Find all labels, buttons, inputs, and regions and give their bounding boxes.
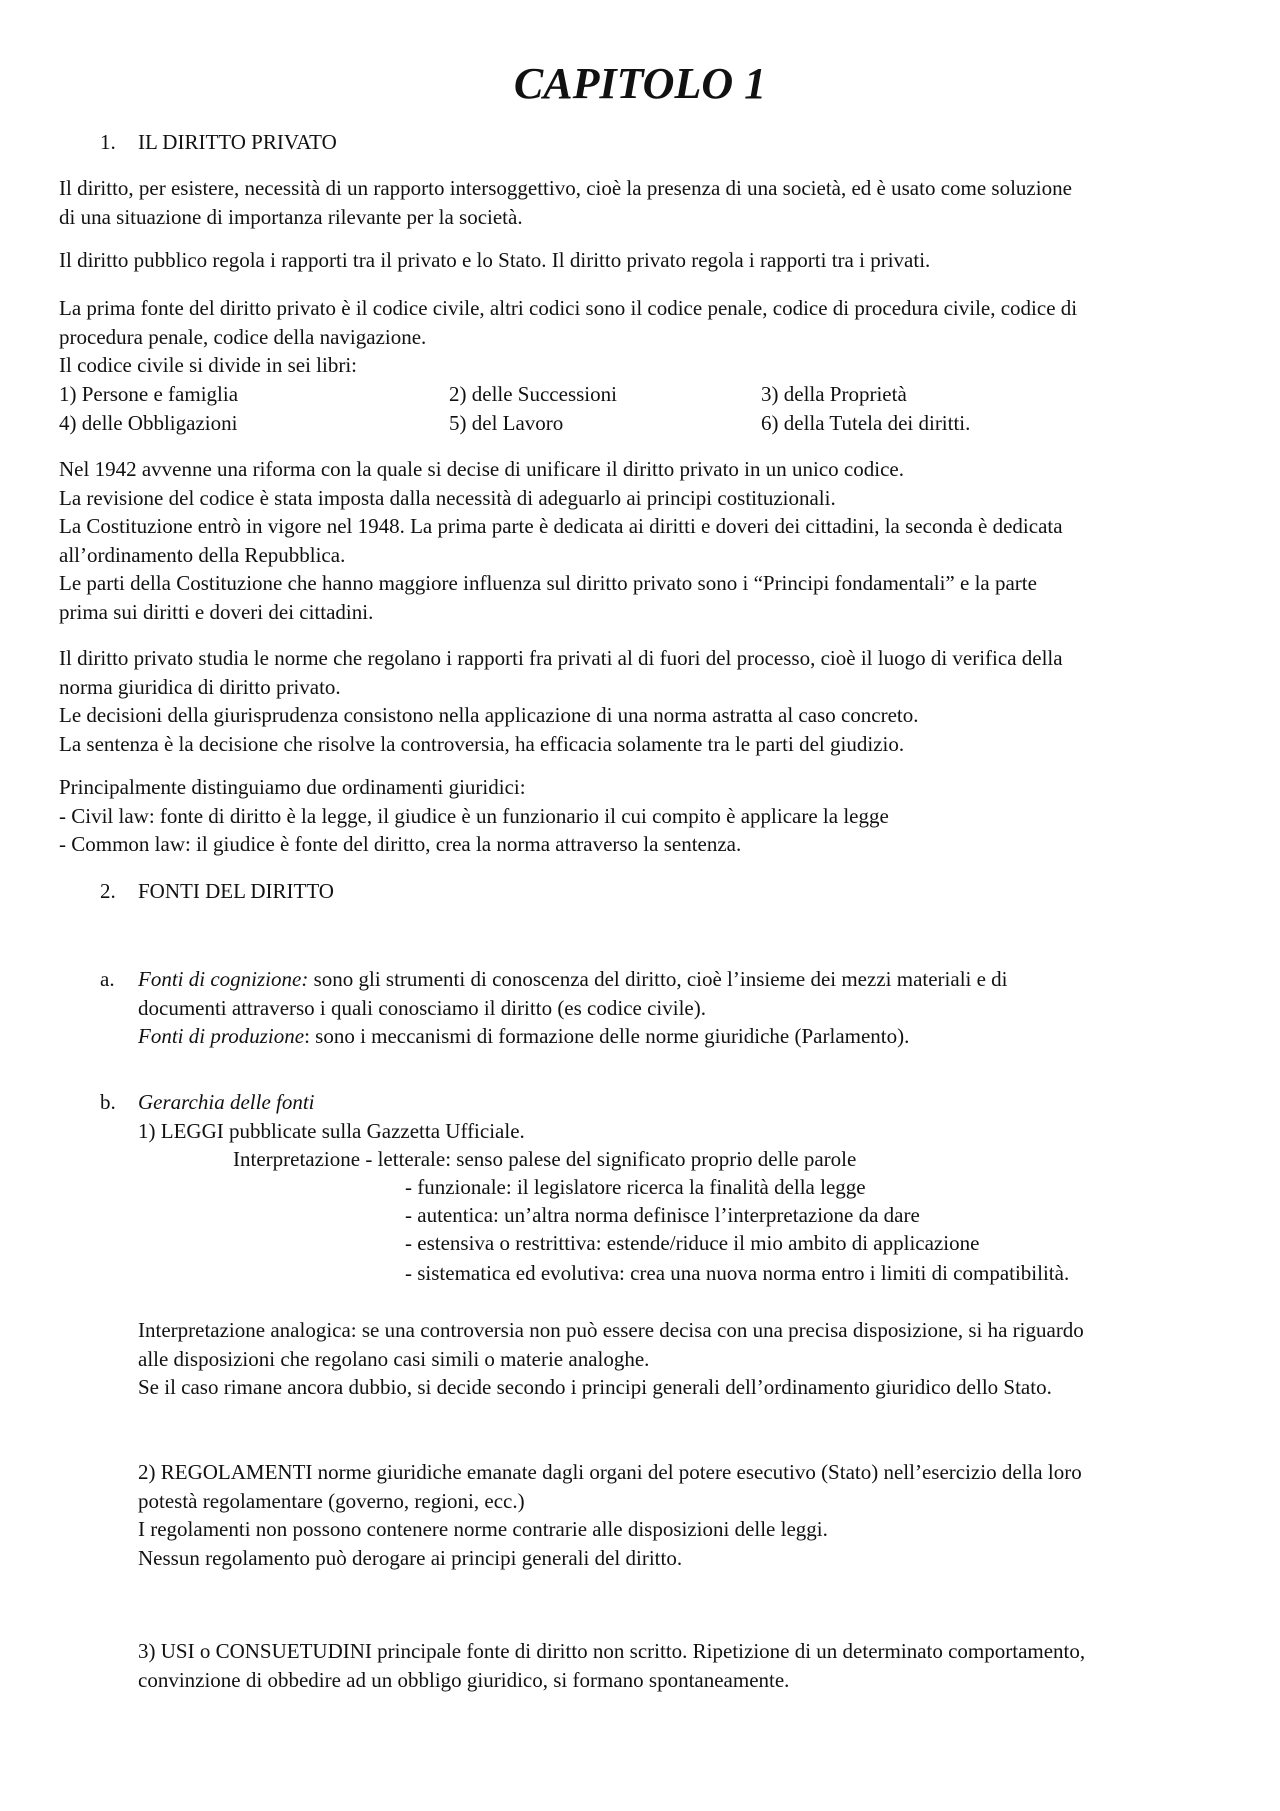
subsection-letter: b. <box>100 1090 116 1114</box>
subsection-a <box>100 965 1220 1051</box>
books-list <box>59 380 1059 437</box>
section-label: IL DIRITTO PRIVATO <box>138 130 337 154</box>
book-item: 3) della Proprietà <box>761 382 907 406</box>
text-line: La revisione del codice è stata imposta dalla necessità di adeguarlo ai principi costituzionali. <box>59 485 836 510</box>
book-item: 6) della Tutela dei diritti. <box>761 410 971 435</box>
subsection-b <box>100 1088 1220 1145</box>
text-line: La sentenza è la decisione che risolve la controversia, ha efficacia solamente tra le parti del giudizio. <box>59 731 905 756</box>
text-line <box>138 1022 1220 1051</box>
text-line: 2) REGOLAMENTI norme giuridiche emanate dagli organi del potere esecutivo (Stato) nell’esercizio della loro <box>138 1460 1082 1484</box>
section-heading-1 <box>100 128 337 157</box>
interpretazione-item: - autentica: un’altra norma definisce l’interpretazione da dare <box>405 1203 920 1227</box>
text-line: di una situazione di importanza rilevante per la società. <box>59 204 523 229</box>
subsection-heading: Gerarchia delle fonti <box>138 1090 315 1114</box>
text-line: La Costituzione entrò in vigore nel 1948. La prima parte è dedicata ai diritti e doveri dei cittadini, la seconda è dedicata <box>59 514 1063 538</box>
text-line <box>138 965 1220 994</box>
text-line: - Common law: il giudice è fonte del diritto, crea la norma attraverso la sentenza. <box>59 832 742 856</box>
text-line <box>138 1088 1220 1117</box>
section-number: 1. <box>100 130 116 154</box>
text-line: procedura penale, codice della navigazione. <box>59 324 427 349</box>
text-line: I regolamenti non possono contenere norme contrarie alle disposizioni delle leggi. <box>138 1517 828 1541</box>
text-line: La prima fonte del diritto privato è il codice civile, altri codici sono il codice penale, codice di procedura civile, codice di <box>59 296 1078 320</box>
definition-text: : sono i meccanismi di formazione delle norme giuridiche (Parlamento). <box>304 1024 910 1048</box>
text-line: Il diritto privato studia le norme che regolano i rapporti fra privati al di fuori del processo, cioè il luogo di verifica della <box>59 646 1063 670</box>
paragraph-intro <box>59 174 1239 231</box>
definition-text: sono gli strumenti di conoscenza del diritto, cioè l’insieme dei mezzi materiali e di <box>308 967 1008 991</box>
text-line: - Civil law: fonte di diritto è la legge, il giudice è un funzionario il cui compito è applicare la legge <box>59 803 889 828</box>
section-number: 2. <box>100 879 116 903</box>
book-item: 1) Persone e famiglia <box>59 382 239 406</box>
book-item: 2) delle Successioni <box>449 382 617 406</box>
text-line: 1) LEGGI pubblicate sulla Gazzetta Ufficiale. <box>138 1118 525 1143</box>
term-fonti-cognizione: Fonti di cognizione: <box>138 967 309 991</box>
text-line: Il diritto, per esistere, necessità di un rapporto intersoggettivo, cioè la presenza di una società, ed è usato come soluzione <box>59 176 1072 200</box>
text-line: Principalmente distinguiamo due ordinamenti giuridici: <box>59 775 526 799</box>
books-row <box>59 409 1059 438</box>
books-row <box>59 380 1059 409</box>
text-line: Interpretazione analogica: se una controversia non può essere decisa con una precisa disposizione, si ha riguardo <box>138 1318 1084 1342</box>
text-line: Le decisioni della giurisprudenza consistono nella applicazione di una norma astratta al caso concreto. <box>59 703 919 727</box>
paragraph-analogica <box>138 1316 1218 1402</box>
section-heading-2 <box>100 877 334 906</box>
interpretazione-heading: Interpretazione - letterale: senso palese del significato proprio delle parole <box>233 1147 857 1171</box>
text-line: potestà regolamentare (governo, regioni, ecc.) <box>138 1488 525 1513</box>
text-line: Le parti della Costituzione che hanno maggiore influenza sul diritto privato sono i “Principi fondamentali” e la parte <box>59 571 1037 595</box>
text-line: convinzione di obbedire ad un obbligo giuridico, si formano spontaneamente. <box>138 1667 790 1692</box>
text-line: alle disposizioni che regolano casi simili o materie analoghe. <box>138 1346 650 1371</box>
text-line: Il diritto pubblico regola i rapporti tra il privato e lo Stato. Il diritto privato regola i rapporti tra i privati. <box>59 248 931 272</box>
text-line: 3) USI o CONSUETUDINI principale fonte di diritto non scritto. Ripetizione di un determinato comportamento, <box>138 1639 1086 1663</box>
paragraph-costituzione <box>59 455 1239 626</box>
interpretazione-item: - funzionale: il legislatore ricerca la finalità della legge <box>405 1175 866 1199</box>
text-line: Nessun regolamento può derogare ai principi generali del diritto. <box>138 1545 683 1570</box>
text-line: documenti attraverso i quali conosciamo il diritto (es codice civile). <box>138 995 706 1020</box>
paragraph-usi <box>138 1637 1218 1694</box>
text-line: Se il caso rimane ancora dubbio, si decide secondo i principi generali dell’ordinamento giuridico dello Stato. <box>138 1375 1052 1399</box>
interpretazione-item: - estensiva o restrittiva: estende/riduce il mio ambito di applicazione <box>405 1231 980 1255</box>
section-label: FONTI DEL DIRITTO <box>138 879 334 903</box>
paragraph-ordinamenti <box>59 773 1239 859</box>
book-item: 4) delle Obbligazioni <box>59 410 238 435</box>
paragraph-codice-civile <box>59 294 1239 380</box>
text-line: Nel 1942 avvenne una riforma con la quale si decise di unificare il diritto privato in un unico codice. <box>59 457 904 481</box>
subsection-letter: a. <box>100 967 115 991</box>
book-item: 5) del Lavoro <box>449 410 564 435</box>
text-line: norma giuridica di diritto privato. <box>59 674 341 699</box>
term-fonti-produzione: Fonti di produzione <box>138 1024 305 1048</box>
paragraph-public-private <box>59 246 1239 275</box>
paragraph-norme <box>59 644 1239 758</box>
text-line: prima sui diritti e doveri dei cittadini. <box>59 599 374 624</box>
page-title: CAPITOLO 1 <box>513 59 767 108</box>
text-line: all’ordinamento della Repubblica. <box>59 542 346 567</box>
paragraph-regolamenti <box>138 1458 1218 1572</box>
interpretazione-item: - sistematica ed evolutiva: crea una nuova norma entro i limiti di compatibilità. <box>405 1261 1070 1285</box>
text-line: Il codice civile si divide in sei libri: <box>59 353 358 377</box>
